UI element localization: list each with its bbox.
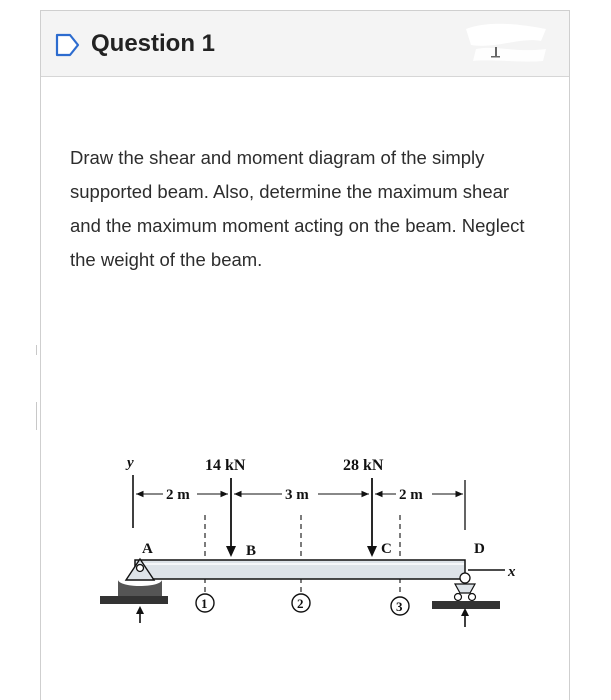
point-label-b: B (246, 543, 257, 559)
dim-label-3m: 3 m (285, 487, 309, 503)
section-marker-3 (391, 597, 409, 615)
point-label-c: C (381, 541, 392, 557)
dim-label-2m-right: 2 m (399, 487, 423, 503)
svg-text:1: 1 (201, 596, 208, 611)
question-body: Draw the shear and moment diagram of the simply supported beam. Also, determine the maximum shear and the maximum moment acting on the beam. Neglect the weight of the beam. (70, 147, 525, 270)
roller-support-d (432, 573, 500, 627)
load-label-28kn: 28 kN (343, 457, 384, 474)
point-label-a: A (142, 541, 153, 557)
load-arrow-14kn-head (226, 546, 236, 557)
point-label-d: D (474, 541, 485, 557)
svg-text:2: 2 (297, 596, 304, 611)
load-label-14kn: 14 kN (205, 457, 246, 474)
section-marker-2 (292, 594, 310, 612)
question-title: Question 1 (91, 30, 216, 57)
dim-label-2m-left: 2 m (166, 487, 190, 503)
y-axis-label: y (127, 455, 134, 471)
load-arrow-28kn-head (367, 546, 377, 557)
x-axis-label: x (508, 564, 516, 580)
svg-text:3: 3 (396, 599, 403, 614)
section-marker-1 (196, 594, 214, 612)
beam (135, 560, 465, 579)
